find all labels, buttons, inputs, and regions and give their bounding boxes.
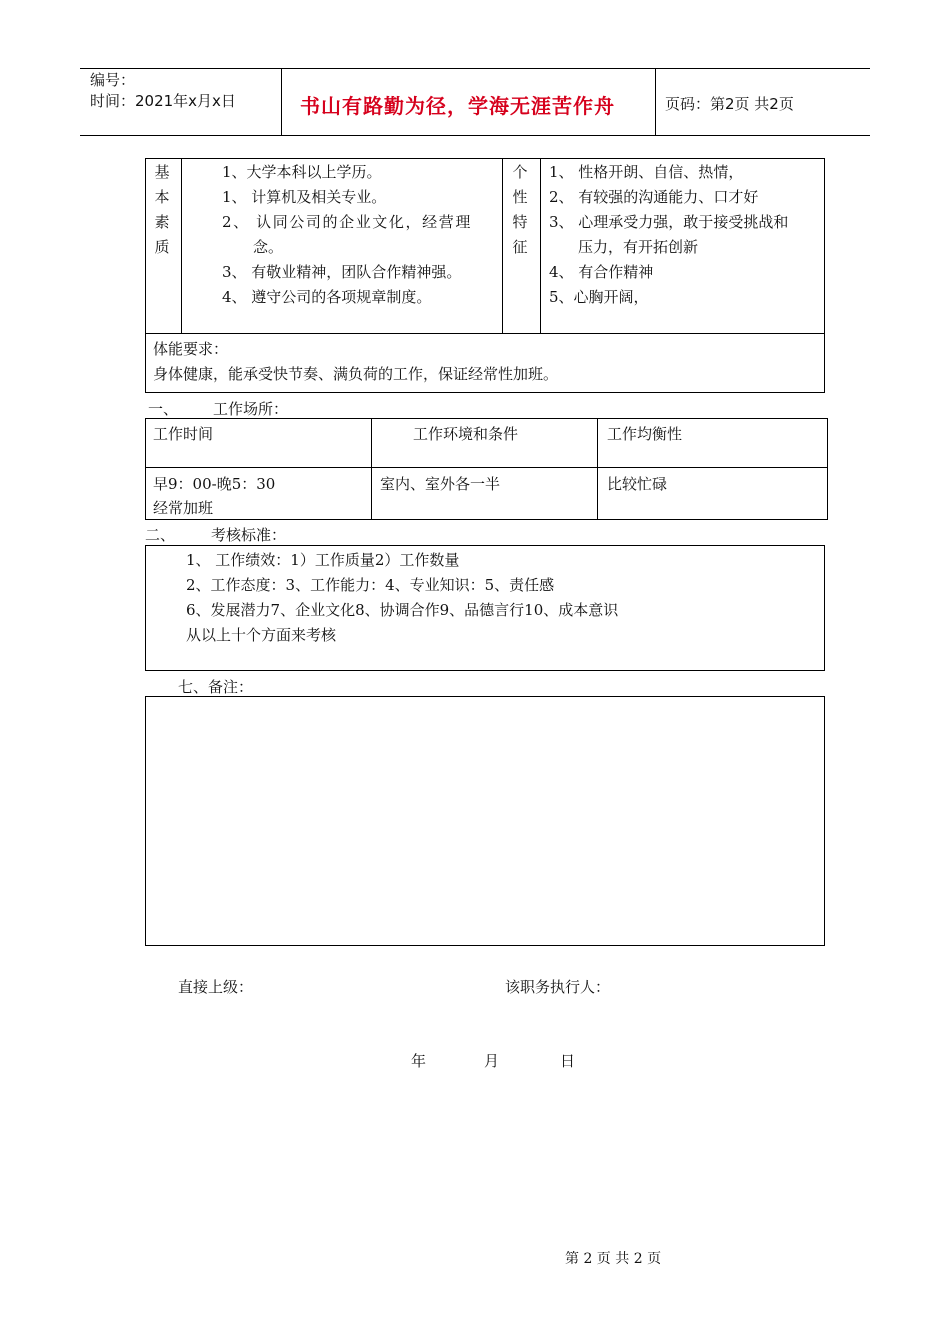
qual-col-divider-2 (502, 158, 503, 333)
physical-requirement-text: 身体健康，能承受快节奏、满负荷的工作，保证经常性加班。 (153, 365, 559, 383)
basic-quality-label-char: 基 (154, 163, 170, 181)
footer-page-number: 第 2 页 共 2 页 (565, 1251, 662, 1267)
date-day-label: 日 (560, 1052, 576, 1070)
basic-quality-item: 3、 有敬业精神，团队合作精神强。 (222, 263, 462, 281)
remarks-box (145, 696, 825, 946)
date-month-label: 月 (484, 1052, 500, 1070)
header-top-rule (80, 68, 870, 69)
basic-quality-label-char: 本 (154, 188, 170, 206)
executor-signature-label: 该职务执行人： (505, 978, 611, 996)
personality-item: 5、心胸开阔， (549, 288, 649, 306)
work-overtime: 经常加班 (153, 499, 214, 517)
assessment-heading-number: 二、 (145, 526, 176, 544)
personality-label-char: 性 (512, 188, 528, 206)
basic-quality-item: 念。 (253, 238, 284, 256)
basic-quality-item: 1、 计算机及相关专业。 (222, 188, 387, 206)
date-year-label: 年 (411, 1052, 427, 1070)
supervisor-signature-label: 直接上级： (178, 978, 254, 996)
basic-quality-item: 1、大学本科以上学历。 (222, 163, 382, 181)
personality-item: 压力，有开拓创新 (578, 238, 699, 256)
personality-label-char: 征 (512, 238, 528, 256)
workplace-col-header: 工作时间 (153, 425, 214, 443)
header-bottom-rule (80, 135, 870, 136)
assessment-line: 2、工作态度：3、工作能力：4、专业知识：5、责任感 (186, 576, 555, 594)
header-motto: 书山有路勤为径，学海无涯苦作舟 (300, 94, 615, 118)
work-balance: 比较忙碌 (607, 475, 668, 493)
personality-item: 3、 心理承受力强，敢于接受挑战和 (549, 213, 789, 231)
workplace-row-divider (145, 467, 828, 468)
workplace-col-header: 工作环境和条件 (413, 425, 519, 443)
basic-quality-label-char: 素 (154, 213, 170, 231)
workplace-col-divider-2 (597, 418, 598, 520)
basic-quality-item: 2、 认同公司的企业文化，经营理 (222, 213, 472, 231)
basic-quality-item: 4、 遵守公司的各项规章制度。 (222, 288, 432, 306)
workplace-heading-number: 一、 (148, 400, 179, 418)
personality-item: 4、 有合作精神 (549, 263, 654, 281)
doc-time-label: 时间：2021年x月x日 (90, 92, 236, 110)
header-page-label: 页码：第2页 共2页 (665, 95, 794, 113)
work-environment: 室内、室外各一半 (380, 475, 501, 493)
header-divider-left (281, 68, 282, 136)
assessment-heading: 考核标准： (211, 526, 287, 544)
assessment-line: 6、发展潜力7、企业文化8、协调合作9、品德言行10、成本意识 (186, 601, 619, 619)
qualifications-row-divider (145, 333, 825, 334)
qual-col-divider-1 (181, 158, 182, 333)
personality-item: 2、 有较强的沟通能力、口才好 (549, 188, 759, 206)
remarks-heading: 七、备注： (178, 678, 254, 696)
personality-label-char: 特 (512, 213, 528, 231)
work-hours: 早9：00-晚5：30 (153, 475, 276, 493)
personality-item: 1、 性格开朗、自信、热情， (549, 163, 744, 181)
workplace-col-header: 工作均衡性 (607, 425, 683, 443)
personality-label-char: 个 (512, 163, 528, 181)
header-meta (90, 70, 236, 112)
physical-requirement-label: 体能要求： (153, 340, 229, 358)
workplace-heading: 工作场所： (213, 400, 289, 418)
doc-number-label: 编号： (90, 71, 136, 89)
assessment-line: 1、 工作绩效：1）工作质量2）工作数量 (186, 551, 460, 569)
workplace-col-divider-1 (371, 418, 372, 520)
basic-quality-label-char: 质 (154, 238, 170, 256)
assessment-line: 从以上十个方面来考核 (186, 626, 337, 644)
header-divider-right (655, 68, 656, 136)
qual-col-divider-3 (540, 158, 541, 333)
